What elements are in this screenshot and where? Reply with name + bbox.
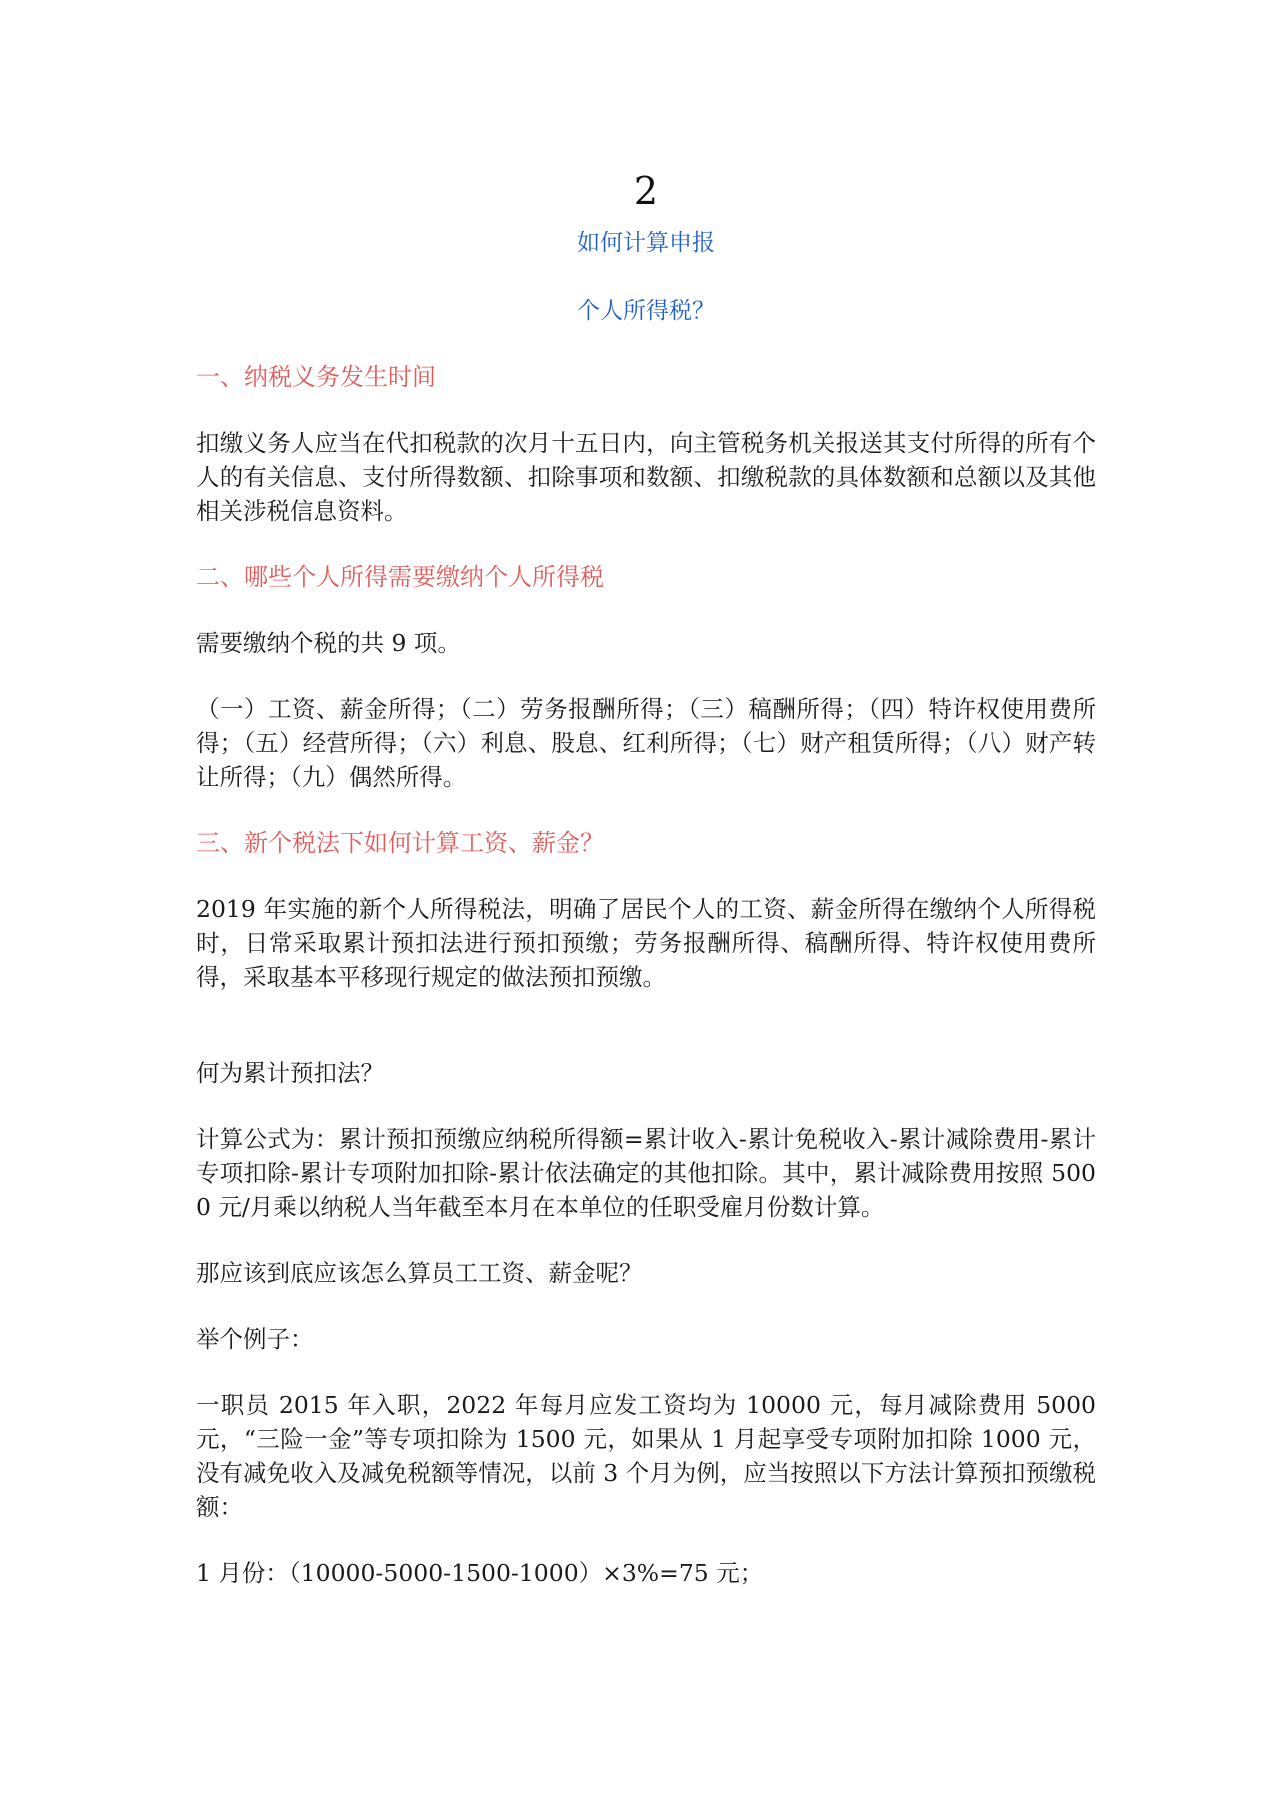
section-heading-1: 一、纳税义务发生时间 [196,363,436,391]
example-paragraph: 一职员 2015 年入职，2022 年每月应发工资均为 10000 元，每月减除费用 5000 元，“三险一金”等专项扣除为 1500 元，如果从 1 月起享受专项附加扣除 1000 元，没有减免收入及减免税额等情况，以前 3 个月为例，应当按照以下方法计算预扣预缴税额： [196,1391,1096,1521]
example-intro: 举个例子： [196,1325,314,1353]
chapter-number: 2 [633,169,659,213]
section-2-paragraph-list: （一）工资、薪金所得；（二）劳务报酬所得；（三）稿酬所得；（四）特许权使用费所得；（五）经营所得；（六）利息、股息、红利所得；（七）财产租赁所得；（八）财产转让所得；（九）偶然所得。 [196,695,1096,791]
section-heading-3: 三、新个税法下如何计算工资、薪金？ [196,829,604,857]
section-heading-2: 二、哪些个人所得需要缴纳个人所得税 [196,563,604,591]
title-line-2: 个人所得税？ [577,298,715,324]
section-2-paragraph-count: 需要缴纳个税的共 9 项。 [196,629,461,657]
january-calculation: 1 月份：（10000-5000-1500-1000）×3%=75 元； [196,1559,764,1587]
section-1-paragraph: 扣缴义务人应当在代扣税款的次月十五日内，向主管税务机关报送其支付所得的所有个人的有关信息、支付所得数额、扣除事项和数额、扣缴税款的具体数额和总额以及其他相关涉税信息资料。 [196,429,1096,525]
section-3-paragraph: 2019 年实施的新个人所得税法，明确了居民个人的工资、薪金所得在缴纳个人所得税时，日常采取累计预扣法进行预扣预缴；劳务报酬所得、稿酬所得、特许权使用费所得，采取基本平移现行规定的做法预扣预缴。 [196,895,1096,991]
formula-paragraph: 计算公式为：累计预扣预缴应纳税所得额=累计收入-累计免税收入-累计减除费用-累计专项扣除-累计专项附加扣除-累计依法确定的其他扣除。其中，累计减除费用按照 5000 元/月乘以纳税人当年截至本月在本单位的任职受雇月份数计算。 [196,1125,1096,1221]
question-salary-calc: 那应该到底应该怎么算员工工资、薪金呢？ [196,1259,643,1287]
question-cumulative-method: 何为累计预扣法？ [196,1059,384,1087]
document-content [196,166,1096,1590]
title-line-1: 如何计算申报 [577,230,715,256]
